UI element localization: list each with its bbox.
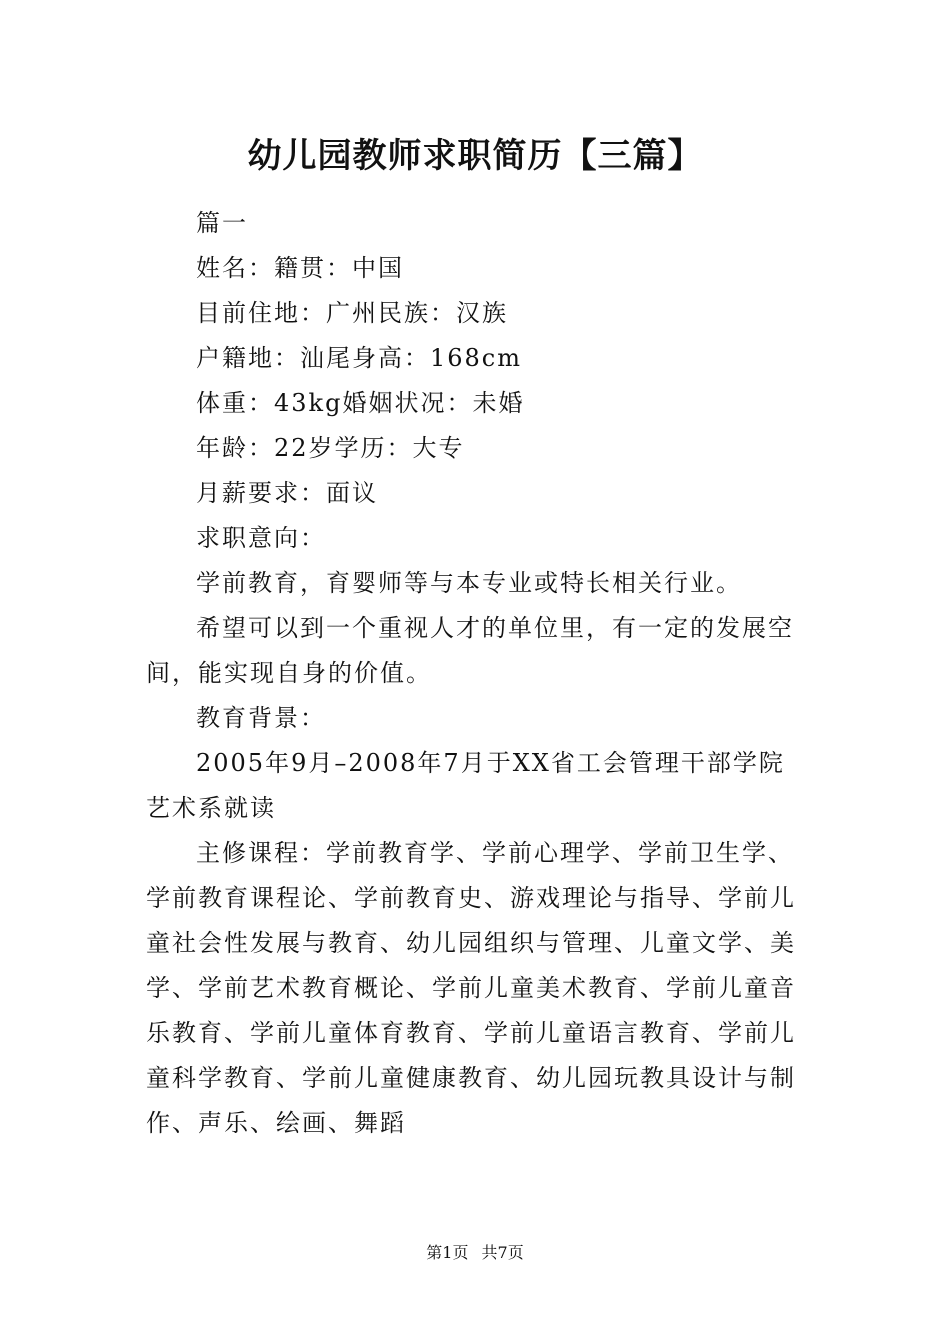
info-line-residence: 目前住地：广州民族：汉族 xyxy=(196,299,508,327)
section-heading: 篇一 xyxy=(196,209,248,237)
page-total: 共7页 xyxy=(481,1243,524,1262)
job-intent-heading: 求职意向： xyxy=(196,524,326,552)
job-intent-text: 学前教育，育婴师等与本专业或特长相关行业。 xyxy=(196,569,742,597)
info-line-weight: 体重：43kg婚姻状况：未婚 xyxy=(196,389,525,417)
info-line-salary: 月薪要求：面议 xyxy=(196,479,378,507)
education-text: 2005年9月–2008年7月于XX省工会管理干部学院艺术系就读 xyxy=(146,749,785,822)
career-hope-text: 希望可以到一个重视人才的单位里，有一定的发展空间，能实现自身的价值。 xyxy=(146,614,794,687)
page-number: 第1页 xyxy=(426,1243,469,1262)
page-footer xyxy=(0,1238,950,1268)
info-line-hometown: 户籍地：汕尾身高：168cm xyxy=(196,344,523,372)
education-heading: 教育背景： xyxy=(196,704,326,732)
info-line-name: 姓名：籍贯：中国 xyxy=(196,254,404,282)
info-line-age: 年龄：22岁学历：大专 xyxy=(196,434,465,462)
courses-text: 主修课程：学前教育学、学前心理学、学前卫生学、学前教育课程论、学前教育史、游戏理论与指导、学前儿童社会性发展与教育、幼儿园组织与管理、儿童文学、美学、学前艺术教育概论、学前儿童美术教育、学前儿童音乐教育、学前儿童体育教育、学前儿童语言教育、学前儿童科学教育、学前儿童健康教育、幼儿园玩教具设计与制作、声乐、绘画、舞蹈 xyxy=(146,839,796,1137)
document-title: 幼儿园教师求职简历【三篇】 xyxy=(247,136,703,176)
document-body xyxy=(146,201,806,1146)
